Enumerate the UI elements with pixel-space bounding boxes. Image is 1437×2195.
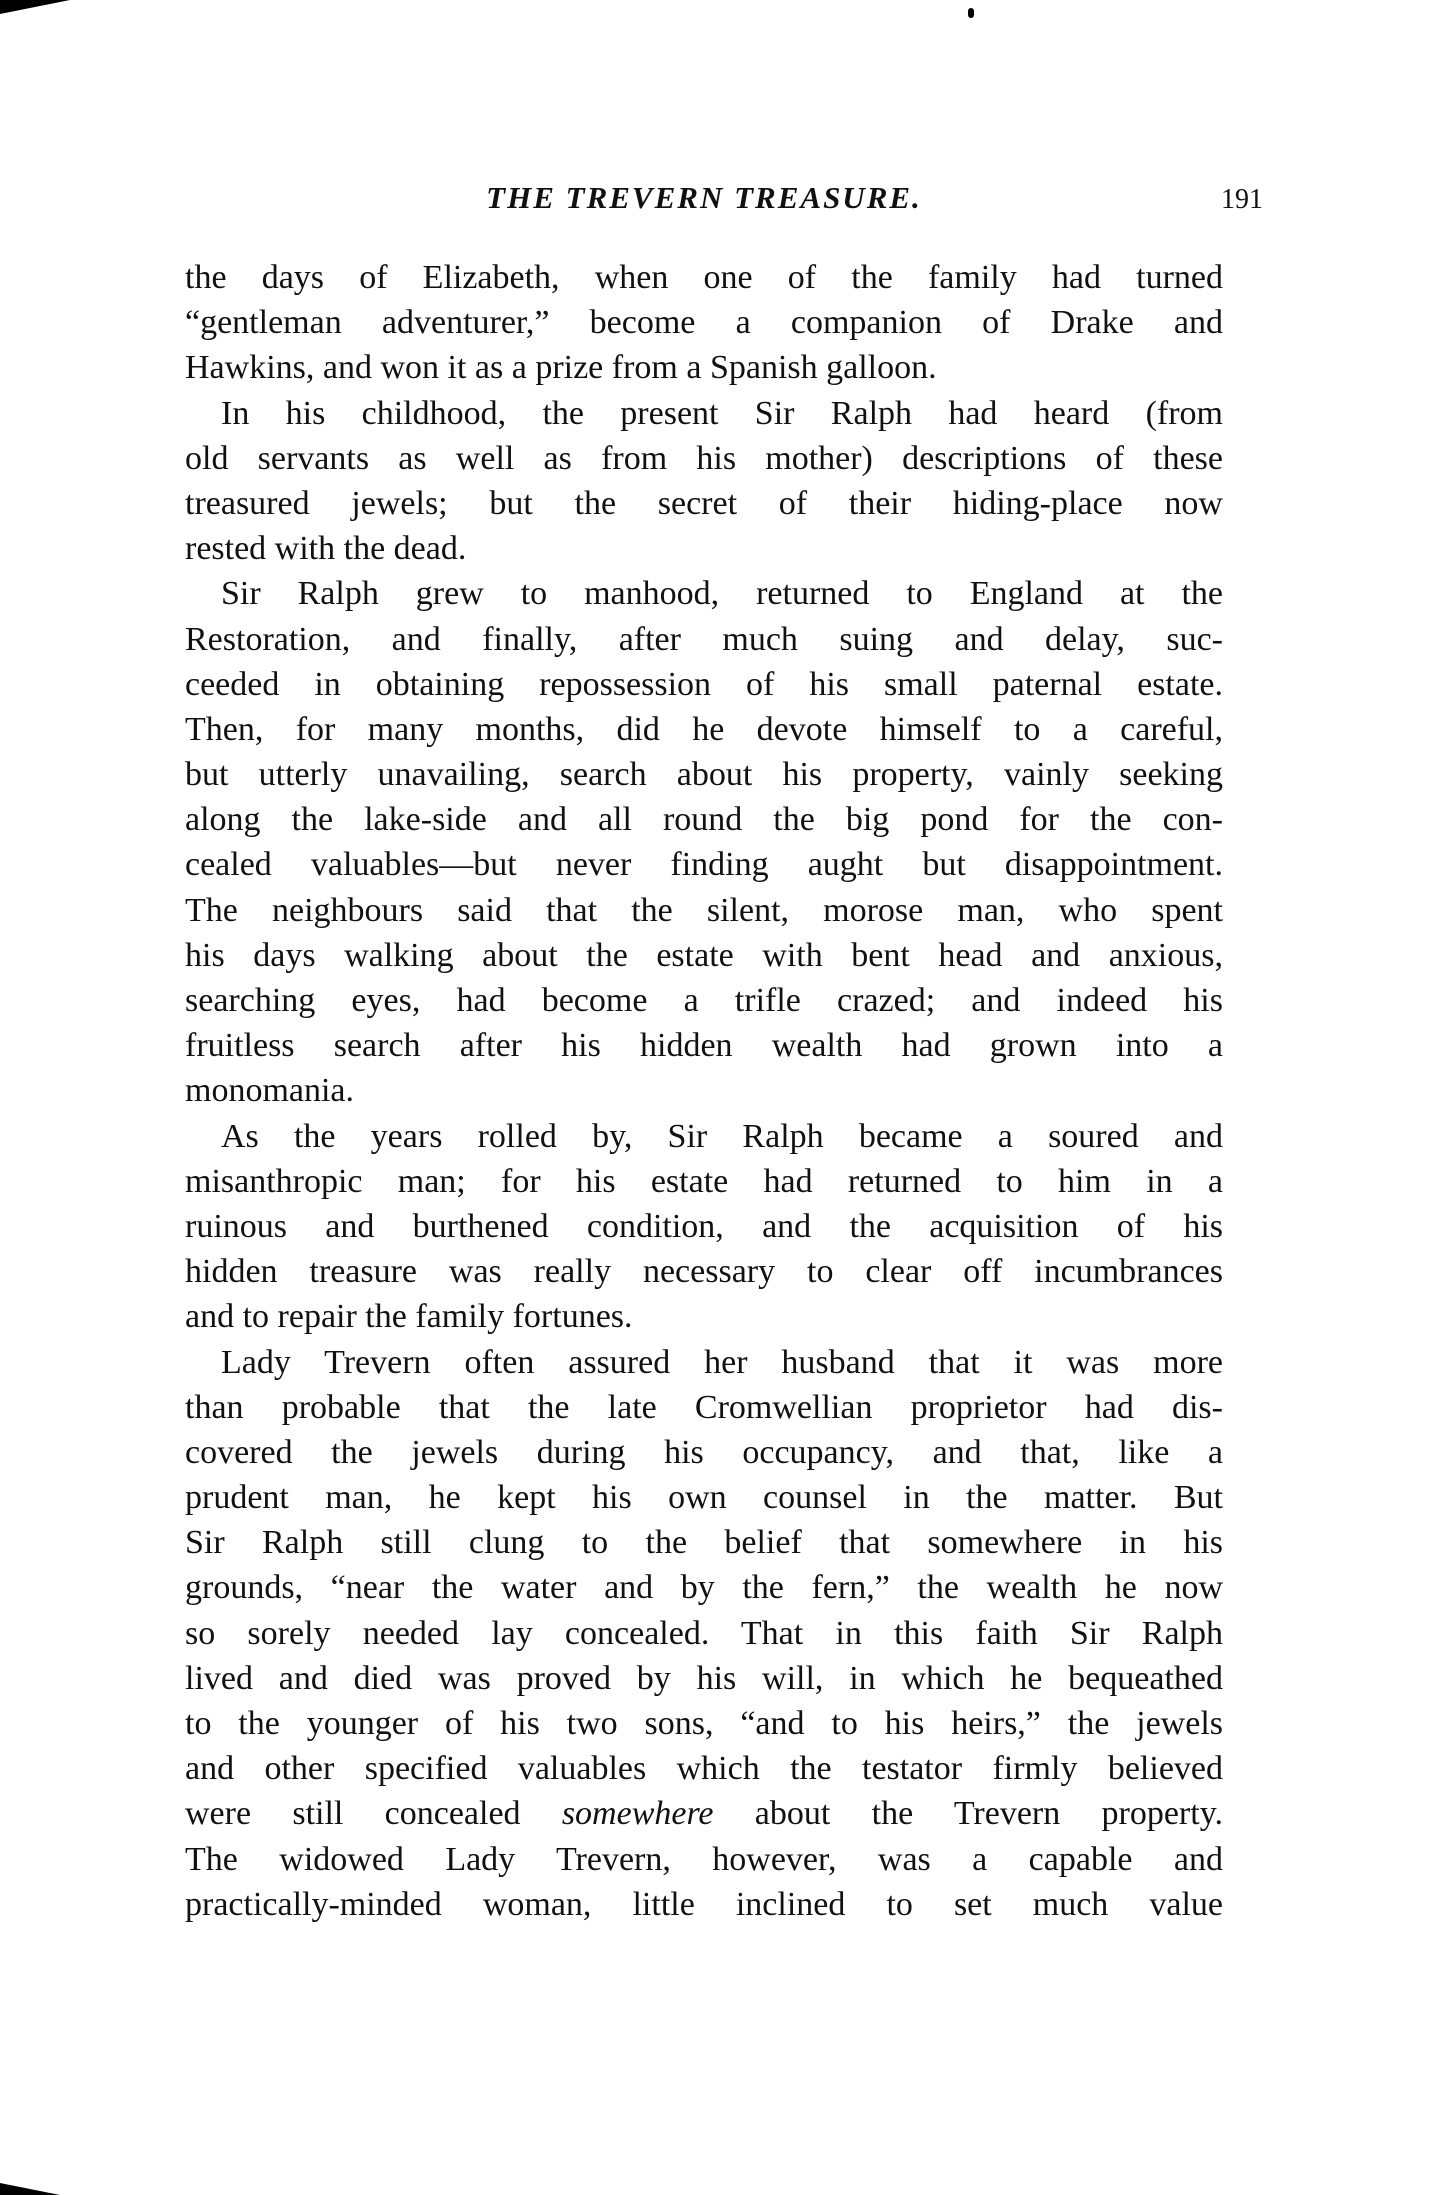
text-line: As the years rolled by, Sir Ralph became a soured and [221, 1117, 1223, 1155]
text-line: prudent man, he kept his own counsel in the matter. But [185, 1479, 1223, 1517]
text-line: ruinous and burthened condition, and the acquisition of his [185, 1207, 1223, 1245]
scan-speck [968, 8, 974, 18]
paragraph [185, 391, 1223, 572]
text-line: but utterly unavailing, search about his property, vainly seeking [185, 756, 1223, 794]
text-line: The neighbours said that the silent, morose man, who spent [185, 891, 1223, 929]
text-line [185, 1791, 1223, 1836]
text-segment: were still concealed [185, 1795, 562, 1833]
text-line: hidden treasure was really necessary to clear off incumbrances [185, 1253, 1223, 1291]
text-line: covered the jewels during his occupancy, and that, like a [185, 1433, 1223, 1471]
text-segment: about the Trevern property. [713, 1795, 1223, 1833]
paragraph [185, 1114, 1223, 1340]
text-line: to the younger of his two sons, “and to his heirs,” the jewels [185, 1705, 1223, 1742]
text-line: his days walking about the estate with bent head and anxious, [185, 936, 1223, 974]
text-line: searching eyes, had become a trifle crazed; and indeed his [185, 982, 1223, 1019]
text-line: and other specified valuables which the testator firmly believed [185, 1750, 1223, 1788]
text-line: rested with the dead. [185, 530, 467, 568]
text-line: In his childhood, the present Sir Ralph had heard (from [221, 394, 1223, 432]
text-line: The widowed Lady Trevern, however, was a capable and [185, 1840, 1223, 1878]
page-number: 191 [1221, 184, 1263, 215]
text-line: Restoration, and finally, after much suing and delay, suc- [185, 620, 1223, 658]
text-line: “gentleman adventurer,” become a companion of Drake and [185, 304, 1223, 342]
text-line: Sir Ralph grew to manhood, returned to England at the [221, 575, 1223, 613]
text-line: the days of Elizabeth, when one of the family had turned [185, 259, 1223, 296]
scan-corner-mark [0, 0, 70, 14]
text-line: Sir Ralph still clung to the belief that somewhere in his [185, 1524, 1223, 1562]
text-line: misanthropic man; for his estate had returned to him in a [185, 1162, 1223, 1200]
text-line: along the lake-side and all round the big pond for the con- [185, 801, 1223, 839]
text-line: lived and died was proved by his will, in which he bequeathed [185, 1659, 1223, 1697]
text-line: Lady Trevern often assured her husband that it was more [221, 1343, 1223, 1381]
running-head-title: THE TREVERN TREASURE. [486, 180, 922, 215]
italic-emphasis: somewhere [561, 1795, 714, 1833]
text-line: grounds, “near the water and by the fern,” the wealth he now [185, 1569, 1223, 1607]
text-line: monomania. [185, 1072, 355, 1110]
text-line: treasured jewels; but the secret of their hiding-place now [185, 484, 1223, 522]
text-line: ceeded in obtaining repossession of his small paternal estate. [185, 665, 1223, 703]
text-line: Hawkins, and won it as a prize from a Spanish galloon. [185, 349, 937, 387]
paragraph [185, 255, 1223, 391]
text-line: so sorely needed lay concealed. That in this faith Sir Ralph [185, 1614, 1223, 1652]
scan-corner-mark [0, 2183, 60, 2195]
text-line: fruitless search after his hidden wealth had grown into a [185, 1027, 1223, 1065]
text-line: and to repair the family fortunes. [185, 1298, 633, 1336]
running-head [185, 180, 1263, 224]
paragraph [185, 1340, 1223, 1927]
text-line: than probable that the late Cromwellian proprietor had dis- [185, 1388, 1223, 1426]
text-line: cealed valuables—but never finding aught but disappointment. [185, 846, 1223, 884]
paragraph [185, 571, 1223, 1113]
text-line: Then, for many months, did he devote himself to a careful, [185, 710, 1223, 748]
text-line: practically-minded woman, little inclined to set much value [185, 1885, 1223, 1923]
body-text [185, 255, 1223, 1927]
text-line: old servants as well as from his mother) descriptions of these [185, 439, 1223, 477]
